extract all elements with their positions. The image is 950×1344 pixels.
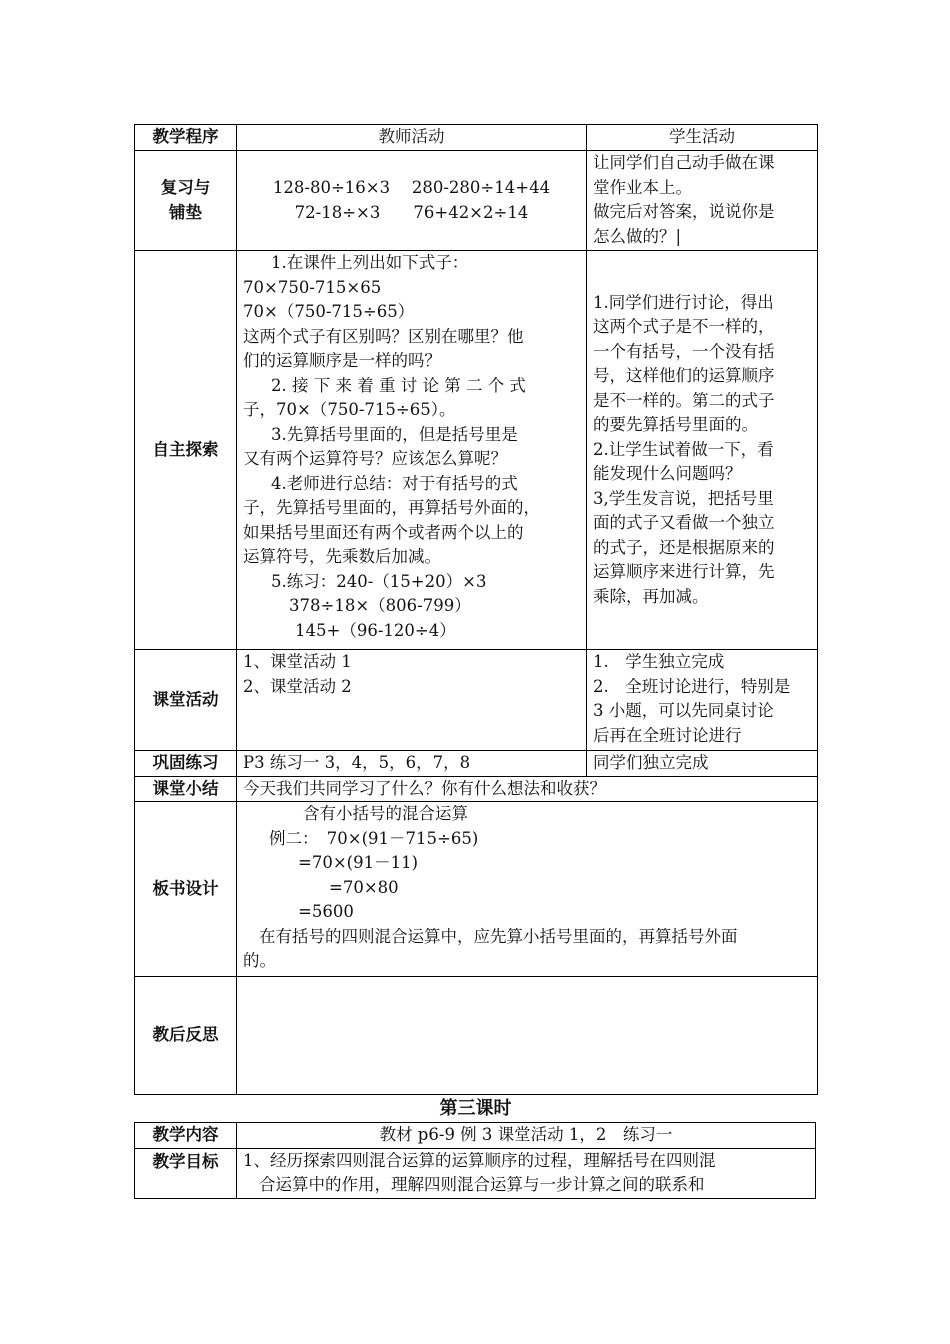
board-line: 例二： 70×(91－715÷65) <box>269 828 479 848</box>
explore-teacher-line: 如果括号里面还有两个或者两个以上的 <box>243 522 524 542</box>
activity-teacher-line: 2、课堂活动 2 <box>243 676 352 696</box>
practice-student-cell: 同学们独立完成 <box>587 751 818 777</box>
activity-student-line: 1. 学生独立完成 <box>593 652 725 671</box>
table-row-goals <box>135 1148 816 1198</box>
review-label-line1: 复习与 <box>160 178 211 197</box>
board-line: 的。 <box>243 951 276 970</box>
explore-student-line: 一个有括号，一个没有括 <box>593 341 775 361</box>
board-line: =5600 <box>298 902 354 921</box>
explore-student-line: 的要先算括号里面的。 <box>593 415 758 435</box>
review-student-line: 怎么做的？| <box>593 226 682 246</box>
explore-teacher-line: 145+（96-120÷4） <box>295 620 456 640</box>
lesson3-table <box>134 1122 816 1199</box>
review-student-cell <box>587 151 818 251</box>
explore-student-line: 2.让学生试着做一下，看 <box>593 439 774 459</box>
explore-teacher-line: 5.练习：240-（15+20）×3 <box>271 571 487 591</box>
board-cell <box>237 802 818 977</box>
explore-teacher-line: 子，70×（750-715÷65）。 <box>243 400 456 419</box>
review-expression-line: 72-18÷×3 76+42×2÷14 <box>294 202 529 222</box>
table-row-reflection <box>135 977 818 1095</box>
explore-teacher-cell <box>237 251 587 650</box>
explore-teacher-line: 4.老师进行总结：对于有括号的式 <box>271 473 518 493</box>
goals-cell <box>237 1148 816 1198</box>
activity-teacher-line: 1、课堂活动 1 <box>243 652 352 671</box>
goals-label: 教学目标 <box>135 1148 237 1198</box>
review-student-line: 做完后对答案，说说你是 <box>593 202 775 221</box>
summary-cell: 今天我们共同学习了什么？你有什么想法和收获？ <box>237 776 818 802</box>
review-student-line: 堂作业本上。 <box>593 177 692 197</box>
goals-line: 合运算中的作用，理解四则混合运算与一步计算之间的联系和 <box>259 1175 705 1194</box>
practice-teacher-cell: P3 练习一 3，4，5，6，7，8 <box>237 751 587 777</box>
activity-student-line: 3 小题，可以先同桌讨论 <box>593 701 774 720</box>
review-label <box>135 151 237 251</box>
activity-student-line: 后再在全班讨论进行 <box>593 725 742 745</box>
explore-label: 自主探索 <box>135 251 237 650</box>
explore-student-line: 号，这样他们的运算顺序 <box>593 366 775 386</box>
reflection-cell <box>237 977 818 1095</box>
explore-student-line: 是不一样的。第二的式子 <box>593 390 775 410</box>
header-teacher-activity: 教师活动 <box>237 125 587 151</box>
explore-teacher-line: 70×750-715×65 <box>243 277 382 297</box>
table-header-row <box>135 125 818 151</box>
explore-teacher-line: 70×（750-715÷65） <box>243 302 415 321</box>
explore-teacher-line: 2. 接 下 来 着 重 讨 论 第 二 个 式 <box>271 375 526 395</box>
practice-label: 巩固练习 <box>135 751 237 777</box>
explore-teacher-line: 运算符号，先乘数后加减。 <box>243 547 441 566</box>
explore-teacher-line: 3.先算括号里面的，但是括号里是 <box>271 424 518 444</box>
content-label: 教学内容 <box>135 1123 237 1149</box>
board-line: =70×80 <box>329 877 399 897</box>
table-row-board <box>135 802 818 977</box>
section-title: 第三课时 <box>439 1098 512 1119</box>
board-title: 含有小括号的混合运算 <box>303 804 468 823</box>
review-teacher-cell <box>237 151 587 251</box>
explore-student-line: 3,学生发言说，把括号里 <box>593 488 774 508</box>
explore-student-line: 1.同学们进行讨论，得出 <box>593 292 774 312</box>
table-row-summary <box>135 776 818 802</box>
review-expression-line: 128-80÷16×3 280-280÷14+44 <box>272 178 551 197</box>
board-label: 板书设计 <box>135 802 237 977</box>
table-row-review <box>135 151 818 251</box>
explore-student-cell <box>587 251 818 650</box>
header-student-activity: 学生活动 <box>587 125 818 151</box>
explore-teacher-line: 又有两个运算符号？应该怎么算呢？ <box>243 449 507 468</box>
activity-student-line: 2. 全班讨论进行，特别是 <box>593 676 791 696</box>
table-row-explore <box>135 251 818 650</box>
content-cell: 教材 p6-9 例 3 课堂活动 1，2 练习一 <box>237 1123 816 1149</box>
explore-teacher-line: 子，先算括号里面的，再算括号外面的， <box>243 498 540 517</box>
lesson-plan-table <box>134 124 818 1095</box>
explore-student-line: 能发现什么问题吗？ <box>593 464 742 484</box>
explore-teacher-line: 们的运算顺序是一样的吗？ <box>243 351 441 370</box>
board-line: =70×(91－11) <box>298 853 419 872</box>
explore-student-line: 面的式子又看做一个独立 <box>593 513 775 533</box>
activity-student-cell <box>587 650 818 751</box>
goals-line: 1、经历探索四则混合运算的运算顺序的过程，理解括号在四则混 <box>243 1150 716 1170</box>
activity-label: 课堂活动 <box>135 650 237 751</box>
explore-student-line: 的式子，还是根据原来的 <box>593 537 775 557</box>
table-row-activity <box>135 650 818 751</box>
review-student-line: 让同学们自己动手做在课 <box>593 153 775 172</box>
activity-teacher-cell <box>237 650 587 751</box>
summary-label: 课堂小结 <box>135 776 237 802</box>
explore-teacher-line: 1.在课件上列出如下式子： <box>271 253 469 272</box>
explore-teacher-line: 378÷18×（806-799） <box>289 596 471 615</box>
board-line: 在有括号的四则混合运算中，应先算小括号里面的，再算括号外面 <box>259 926 738 946</box>
table-row-content <box>135 1123 816 1149</box>
table-row-practice <box>135 751 818 777</box>
review-label-line2: 铺垫 <box>169 202 202 222</box>
reflection-label: 教后反思 <box>135 977 237 1095</box>
explore-student-line: 乘除，再加减。 <box>593 586 709 606</box>
explore-teacher-line: 这两个式子有区别吗？区别在哪里？他 <box>243 326 524 346</box>
explore-student-line: 这两个式子是不一样的， <box>593 317 775 337</box>
explore-student-line: 运算顺序来进行计算，先 <box>593 562 775 582</box>
header-procedure: 教学程序 <box>135 125 237 151</box>
